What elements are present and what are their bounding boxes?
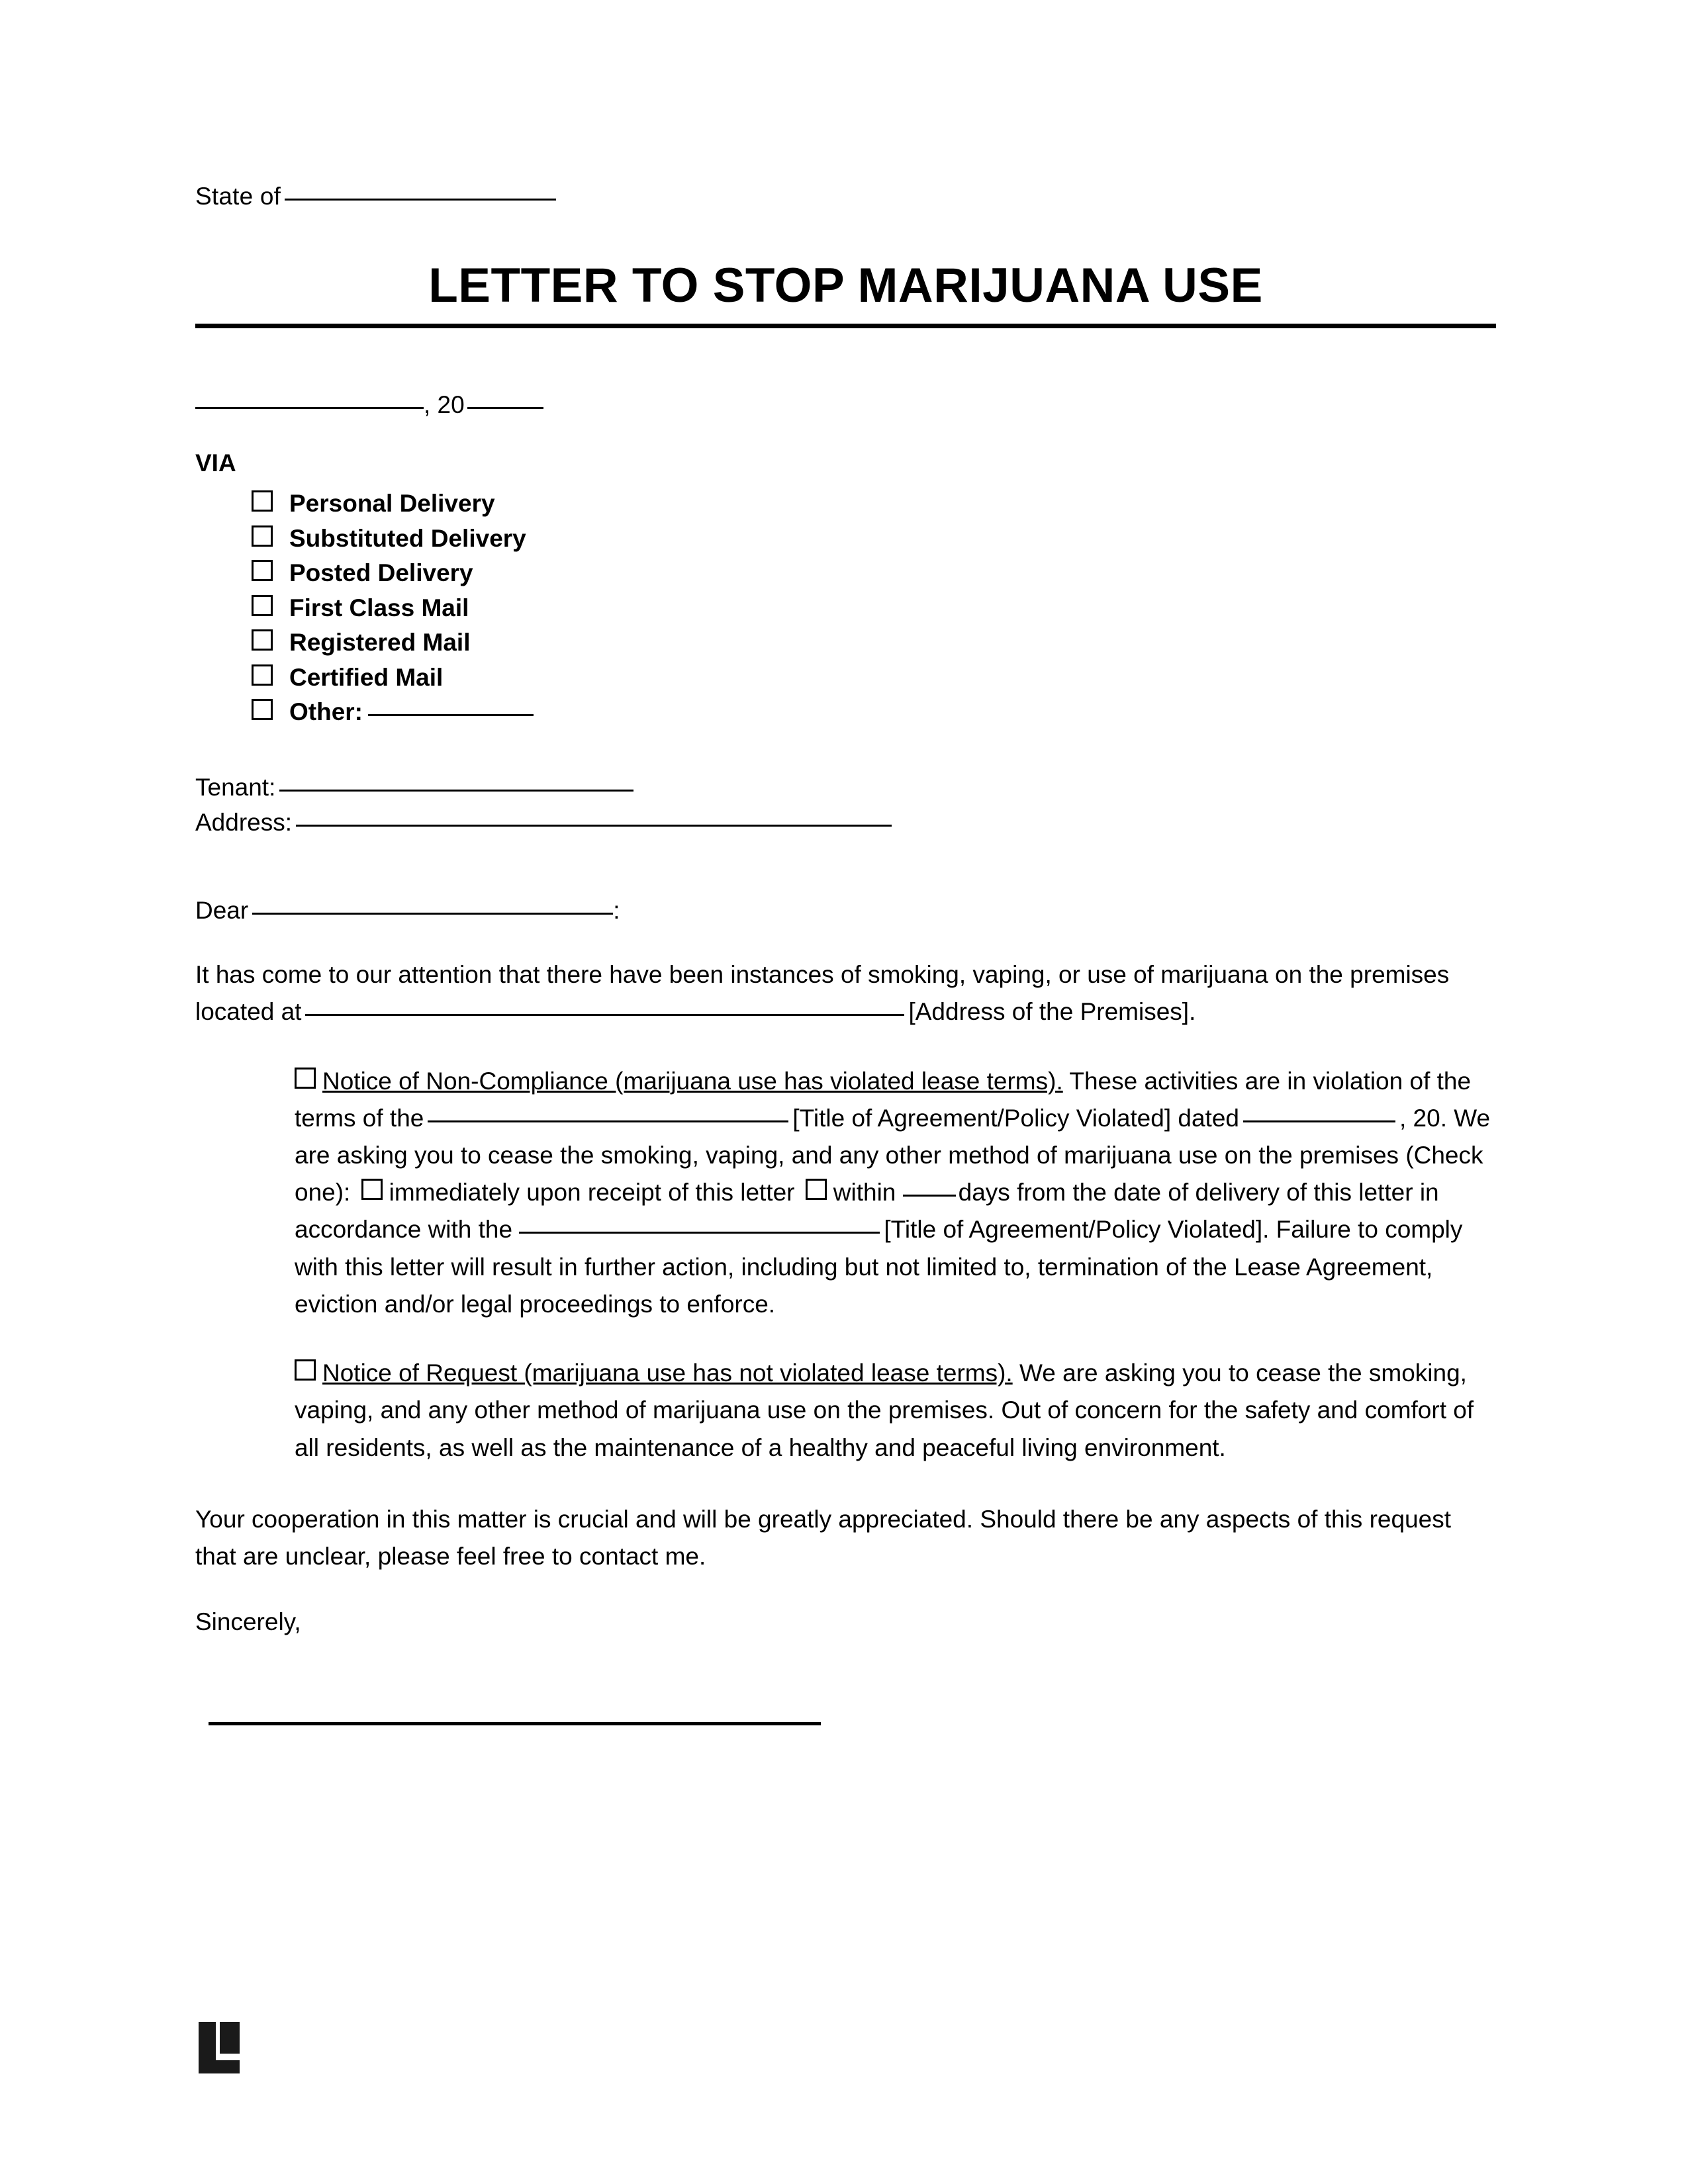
address-blank[interactable]: [296, 825, 892, 827]
noncompliance-text-1: These activities are in violation of the terms of the: [295, 1067, 1472, 1132]
sincerely-label: Sincerely,: [195, 1608, 301, 1636]
address-row: [195, 805, 1496, 841]
page-title: LETTER TO STOP MARIJUANA USE: [428, 259, 1263, 313]
logo-bar-left: [199, 2022, 216, 2073]
checkbox-icon[interactable]: [295, 1068, 316, 1089]
date-year-prefix: , 20: [424, 391, 465, 419]
days-blank[interactable]: [903, 1195, 956, 1197]
via-option-label: First Class Mail: [289, 594, 469, 621]
checkbox-icon[interactable]: [252, 664, 273, 686]
noncompliance-heading: Notice of Non-Compliance (marijuana use has violated lease terms).: [322, 1067, 1063, 1095]
noncompliance-text-6: days from the date of delivery of this letter in accordance with the: [295, 1179, 1439, 1244]
year-blank[interactable]: [467, 407, 543, 409]
state-of-row: [195, 182, 1496, 211]
via-option-label: Personal Delivery: [289, 490, 495, 518]
via-option-label: Posted Delivery: [289, 559, 473, 587]
via-option-label: Certified Mail: [289, 663, 444, 691]
via-option-registered-mail[interactable]: [252, 625, 1496, 660]
salutation-row: [195, 897, 1496, 925]
logo-foot: [216, 2060, 240, 2073]
logo-bar-right: [220, 2022, 240, 2054]
request-heading: Notice of Request (marijuana use has not violated lease terms).: [322, 1359, 1013, 1387]
via-option-personal-delivery[interactable]: [252, 486, 1496, 522]
via-option-certified-mail[interactable]: [252, 660, 1496, 696]
tenant-label: Tenant:: [195, 773, 276, 801]
tenant-row: [195, 770, 1496, 805]
intro-text-2: [Address of the Premises].: [908, 998, 1196, 1026]
via-other-blank[interactable]: [368, 714, 534, 716]
via-option-first-class-mail[interactable]: [252, 591, 1496, 626]
noncompliance-text-7: [Title of Agreement/Policy Violated]. Failure to comply with this letter will result in further action, including but not limited to, termination of the Lease Agreement, eviction and/or legal proceedings to enforce.: [295, 1216, 1463, 1318]
salutation-blank[interactable]: [252, 913, 613, 915]
checkbox-icon[interactable]: [252, 560, 273, 581]
date-blank[interactable]: [195, 407, 424, 409]
tenant-blank[interactable]: [279, 790, 633, 792]
via-option-other[interactable]: [252, 695, 1496, 730]
agreement-title-blank-2[interactable]: [519, 1232, 880, 1234]
tenant-address-block: [195, 770, 1496, 841]
dated-blank[interactable]: [1243, 1120, 1395, 1122]
request-text: We are asking you to cease the smoking, vaping, and any other method of marijuana use on the premises. Out of concern for the safety and comfort of all residents, as well as the maintenance of a healthy and peaceful living environment.: [295, 1359, 1474, 1461]
via-option-substituted-delivery[interactable]: [252, 522, 1496, 557]
agreement-title-blank-1[interactable]: [428, 1120, 788, 1122]
noncompliance-text-5: within: [833, 1179, 896, 1206]
via-option-label: Substituted Delivery: [289, 524, 526, 552]
via-option-label: Registered Mail: [289, 629, 471, 657]
salutation-label: Dear: [195, 897, 249, 925]
checkbox-icon[interactable]: [252, 490, 273, 512]
via-option-posted-delivery[interactable]: [252, 556, 1496, 591]
via-label: VIA: [195, 449, 236, 477]
premises-address-blank[interactable]: [305, 1014, 904, 1016]
checkbox-icon[interactable]: [252, 595, 273, 616]
title-section: [195, 261, 1496, 328]
intro-text-1: It has come to our attention that there have been instances of smoking, vaping, or use of marijuana on the premises located at: [195, 961, 1450, 1026]
state-of-label: State of: [195, 183, 281, 210]
via-options-list: [252, 486, 1496, 730]
checkbox-icon[interactable]: [252, 525, 273, 547]
closing-paragraph: Your cooperation in this matter is crucial and will be greatly appreciated. Should there be any aspects of this request that are unclear, please feel free to contact me.: [195, 1505, 1451, 1570]
checkbox-icon[interactable]: [361, 1179, 383, 1200]
state-of-blank[interactable]: [285, 199, 556, 201]
request-paragraph: [295, 1355, 1496, 1467]
checkbox-icon[interactable]: [252, 629, 273, 651]
noncompliance-text-2: [Title of Agreement/Policy Violated] dated: [792, 1104, 1239, 1132]
checkbox-icon[interactable]: [806, 1179, 827, 1200]
intro-paragraph: [195, 956, 1496, 1030]
legal-templates-logo-icon: [199, 2022, 240, 2073]
noncompliance-text-4: immediately upon receipt of this letter: [389, 1179, 795, 1206]
checkbox-icon[interactable]: [252, 699, 273, 720]
address-label: Address:: [195, 809, 293, 837]
noncompliance-text-3: , 20. We are asking you to cease the smoking, vaping, and any other method of marijuana use on the premises (Check one):: [295, 1104, 1491, 1206]
via-option-other-label: Other:: [289, 698, 363, 726]
signature-line[interactable]: [209, 1722, 821, 1725]
noncompliance-paragraph: [295, 1063, 1496, 1324]
checkbox-icon[interactable]: [295, 1359, 316, 1381]
document-content: [195, 182, 1496, 1725]
date-row: [195, 391, 1496, 419]
salutation-colon: :: [613, 897, 620, 925]
